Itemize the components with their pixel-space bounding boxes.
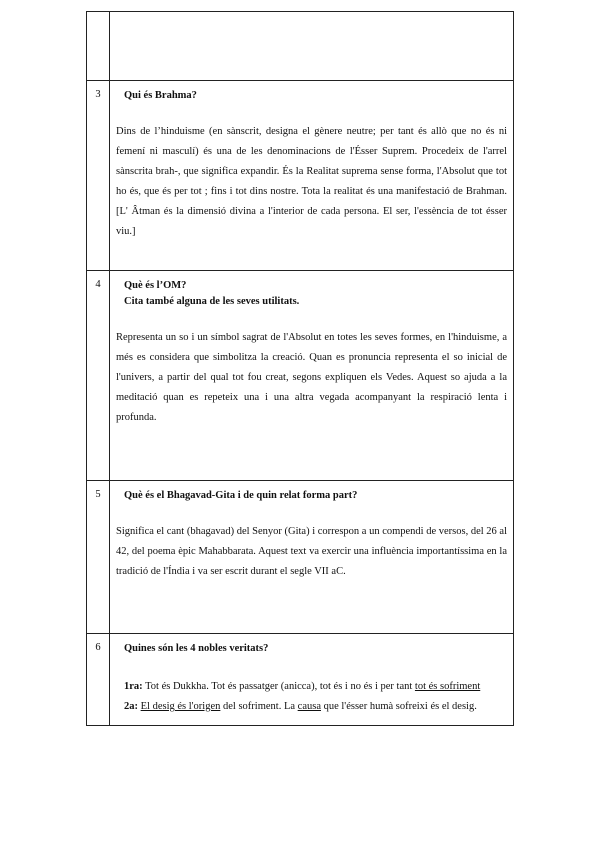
row-number: 5 bbox=[87, 481, 110, 634]
truth-item bbox=[124, 697, 507, 717]
row-number: 6 bbox=[87, 634, 110, 726]
table-row bbox=[87, 12, 514, 81]
question-title: Qui és Brahma? bbox=[124, 90, 197, 101]
truth-underlined: causa bbox=[297, 701, 321, 712]
truths-list bbox=[124, 677, 507, 717]
row-content bbox=[110, 271, 514, 481]
truth-item bbox=[124, 677, 507, 697]
row-content bbox=[110, 81, 514, 271]
table-row bbox=[87, 481, 514, 634]
row-number bbox=[87, 12, 110, 81]
question-title: Quines són les 4 nobles veritats? bbox=[124, 643, 269, 654]
question-title: Què és l’OM? bbox=[124, 280, 187, 291]
answer-text: Dins de l’hinduisme (en sànscrit, designa el gènere neutre; per tant és allò que no és ni femení ni masculí) és una de les denominacions de l'Ésser Suprem. Procedeix de l'arrel sànscrita brah-, que significa expandir. És la Realitat suprema sense forma, l'Absolut que tot ho és, que és per tot ; fins i tot dins nostre. Tota la realitat és una manifestació de Brahman. [L' Âtman és la dimensió divina a l'interior de cada persona. El ser, l'essència de tot ésser viu.] bbox=[116, 126, 507, 237]
row-number: 4 bbox=[87, 271, 110, 481]
truth-underlined: tot és sofriment bbox=[414, 681, 481, 692]
truth-text: del sofriment. La bbox=[220, 701, 298, 712]
table-row bbox=[87, 634, 514, 726]
answer-text: Representa un so i un símbol sagrat de l'Absolut en totes les seves formes, en l'hinduisme, a més es considera que simbolitza la creació. Quan es pronuncia representa el so inicial de l'univers, a partir del qual tot fou creat, segons expliquen els Vedes. Aquest so ajuda a la meditació quan es repeteix una i una altra vegada acompanyant la respiració lenta i profunda. bbox=[116, 332, 507, 423]
answer-text: Significa el cant (bhagavad) del Senyor (Gita) i correspon a un compendi de versos, del 26 al 42, del poema èpic Mahabbarata. Aquest text va exercir una influència importantíssima en la tradició de l'Índia i va ser escrit durant el segle VII aC. bbox=[116, 526, 507, 577]
truth-text: Tot és Dukkha. Tot és passatger (anicca), tot és i no és i per tant bbox=[142, 681, 415, 692]
truth-label: 2a: bbox=[124, 701, 138, 712]
row-content bbox=[110, 481, 514, 634]
question-subtitle: Cita també alguna de les seves utilitats. bbox=[124, 296, 300, 307]
truth-text: que l'ésser humà sofreixi és el desig. bbox=[320, 701, 477, 712]
truth-underlined: El desig és l'origen bbox=[140, 701, 221, 712]
row-number: 3 bbox=[87, 81, 110, 271]
row-content bbox=[110, 634, 514, 726]
question-title: Què és el Bhagavad-Gita i de quin relat forma part? bbox=[124, 490, 358, 501]
table-row bbox=[87, 81, 514, 271]
row-content bbox=[110, 12, 514, 81]
question-table bbox=[86, 11, 514, 726]
truth-label: 1ra: bbox=[124, 681, 143, 692]
table-row bbox=[87, 271, 514, 481]
